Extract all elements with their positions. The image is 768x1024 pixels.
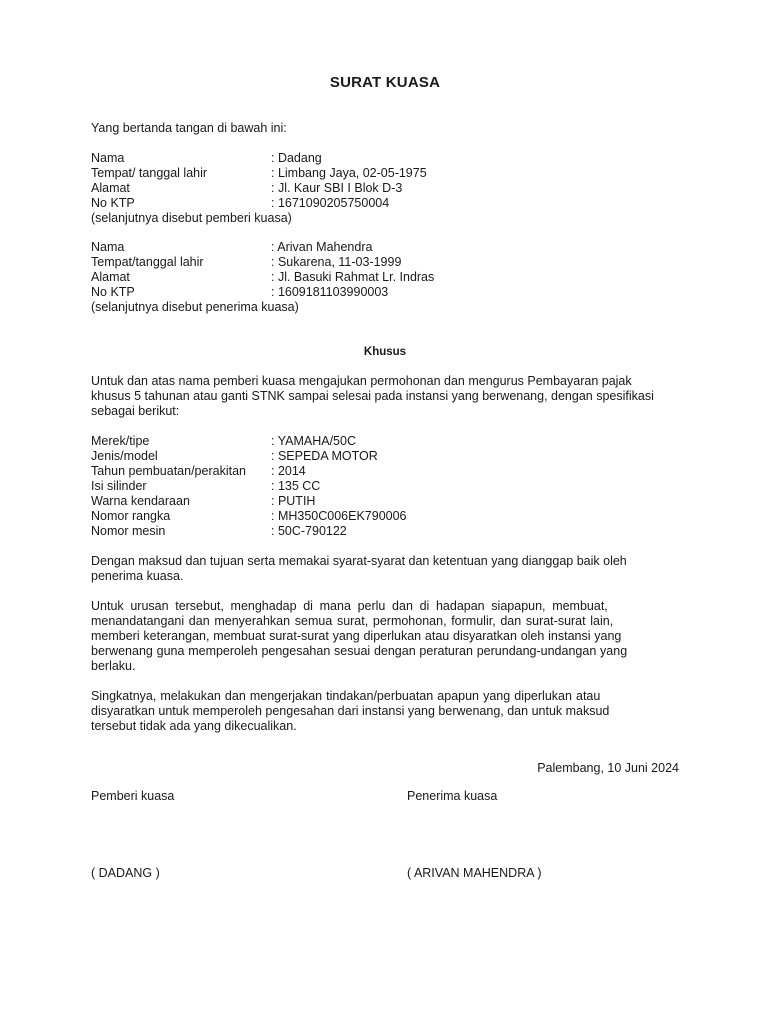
receiver-signature-label: Penerima kuasa bbox=[407, 789, 498, 803]
field-value: : Limbang Jaya, 02-05-1975 bbox=[271, 166, 427, 180]
receiver-signature-name: ( ARIVAN MAHENDRA ) bbox=[407, 866, 542, 880]
field-label: Tempat/ tanggal lahir bbox=[91, 166, 208, 180]
field-label: Nama bbox=[91, 151, 125, 165]
paragraph-line: disyaratkan untuk memperoleh pengesahan dari instansi yang berwenang, dan untuk maksud bbox=[91, 704, 610, 718]
intro-text: Yang bertanda tangan di bawah ini: bbox=[91, 121, 287, 135]
field-value: : 2014 bbox=[271, 464, 306, 478]
document-title: SURAT KUASA bbox=[329, 74, 441, 91]
purpose-line: sebagai berikut: bbox=[91, 404, 180, 418]
purpose-highlight: khusus 5 tahunan atau ganti STNK bbox=[91, 389, 285, 403]
receiver-note: (selanjutnya disebut penerima kuasa) bbox=[91, 300, 299, 314]
purpose-text: Untuk dan atas nama pemberi kuasa mengajukan permohonan dan mengurus bbox=[91, 374, 528, 388]
field-value: : 1671090205750004 bbox=[271, 196, 390, 210]
purpose-line bbox=[91, 374, 632, 389]
field-value: : 50C-790122 bbox=[271, 524, 347, 538]
purpose-line bbox=[91, 389, 654, 404]
place-date: Palembang, 10 Juni 2024 bbox=[537, 761, 679, 775]
paragraph-line: berlaku. bbox=[91, 659, 136, 673]
section-heading: Khusus bbox=[363, 346, 407, 358]
field-value: : Jl. Basuki Rahmat Lr. Indras bbox=[271, 270, 435, 284]
field-value: : MH350C006EK790006 bbox=[271, 509, 407, 523]
paragraph-line: berwenang guna memperoleh pengesahan sesuai dengan peraturan perundang-undangan yang bbox=[91, 644, 628, 658]
paragraph-line: Dengan maksud dan tujuan serta memakai syarat-syarat dan ketentuan yang dianggap baik oleh bbox=[91, 554, 627, 568]
field-label: Nomor rangka bbox=[91, 509, 171, 523]
field-label: Alamat bbox=[91, 270, 130, 284]
paragraph-line: tersebut tidak ada yang dikecualikan. bbox=[91, 719, 297, 733]
purpose-highlight: Pembayaran pajak bbox=[527, 374, 632, 388]
purpose-text: sampai selesai pada instansi yang berwenang, dengan spesifikasi bbox=[284, 389, 654, 403]
paragraph-line: menandatangani dan menyerahkan semua surat, permohonan, formulir, dan surat-surat lain, bbox=[91, 614, 614, 628]
field-label: Warna kendaraan bbox=[91, 494, 190, 508]
field-value: : Jl. Kaur SBI I Blok D-3 bbox=[271, 181, 403, 195]
giver-signature-name: ( DADANG ) bbox=[91, 866, 160, 880]
field-value: : Dadang bbox=[271, 151, 322, 165]
giver-signature-label: Pemberi kuasa bbox=[91, 789, 175, 803]
field-value: : PUTIH bbox=[271, 494, 316, 508]
field-value: : YAMAHA/50C bbox=[271, 434, 356, 448]
field-value: : Sukarena, 11-03-1999 bbox=[271, 255, 402, 269]
field-label: Nomor mesin bbox=[91, 524, 166, 538]
field-label: No KTP bbox=[91, 285, 135, 299]
field-label: Isi silinder bbox=[91, 479, 147, 493]
field-label: Tempat/tanggal lahir bbox=[91, 255, 204, 269]
field-label: No KTP bbox=[91, 196, 135, 210]
field-value: : 1609181103990003 bbox=[271, 285, 389, 299]
paragraph-line: Untuk urusan tersebut, menghadap di mana perlu dan di hadapan siapapun, membuat, bbox=[91, 599, 608, 613]
field-value: : Arivan Mahendra bbox=[271, 240, 373, 254]
field-label: Merek/tipe bbox=[91, 434, 150, 448]
paragraph-line: penerima kuasa. bbox=[91, 569, 184, 583]
field-value: : 135 CC bbox=[271, 479, 321, 493]
field-label: Tahun pembuatan/perakitan bbox=[91, 464, 246, 478]
field-label: Alamat bbox=[91, 181, 130, 195]
paragraph-line: Singkatnya, melakukan dan mengerjakan tindakan/perbuatan apapun yang diperlukan atau bbox=[91, 689, 601, 703]
field-label: Jenis/model bbox=[91, 449, 158, 463]
paragraph-line: memberi keterangan, membuat surat-surat yang diperlukan atau disyaratkan oleh instansi yang bbox=[91, 629, 622, 643]
field-label: Nama bbox=[91, 240, 125, 254]
giver-note: (selanjutnya disebut pemberi kuasa) bbox=[91, 211, 292, 225]
field-value: : SEPEDA MOTOR bbox=[271, 449, 378, 463]
